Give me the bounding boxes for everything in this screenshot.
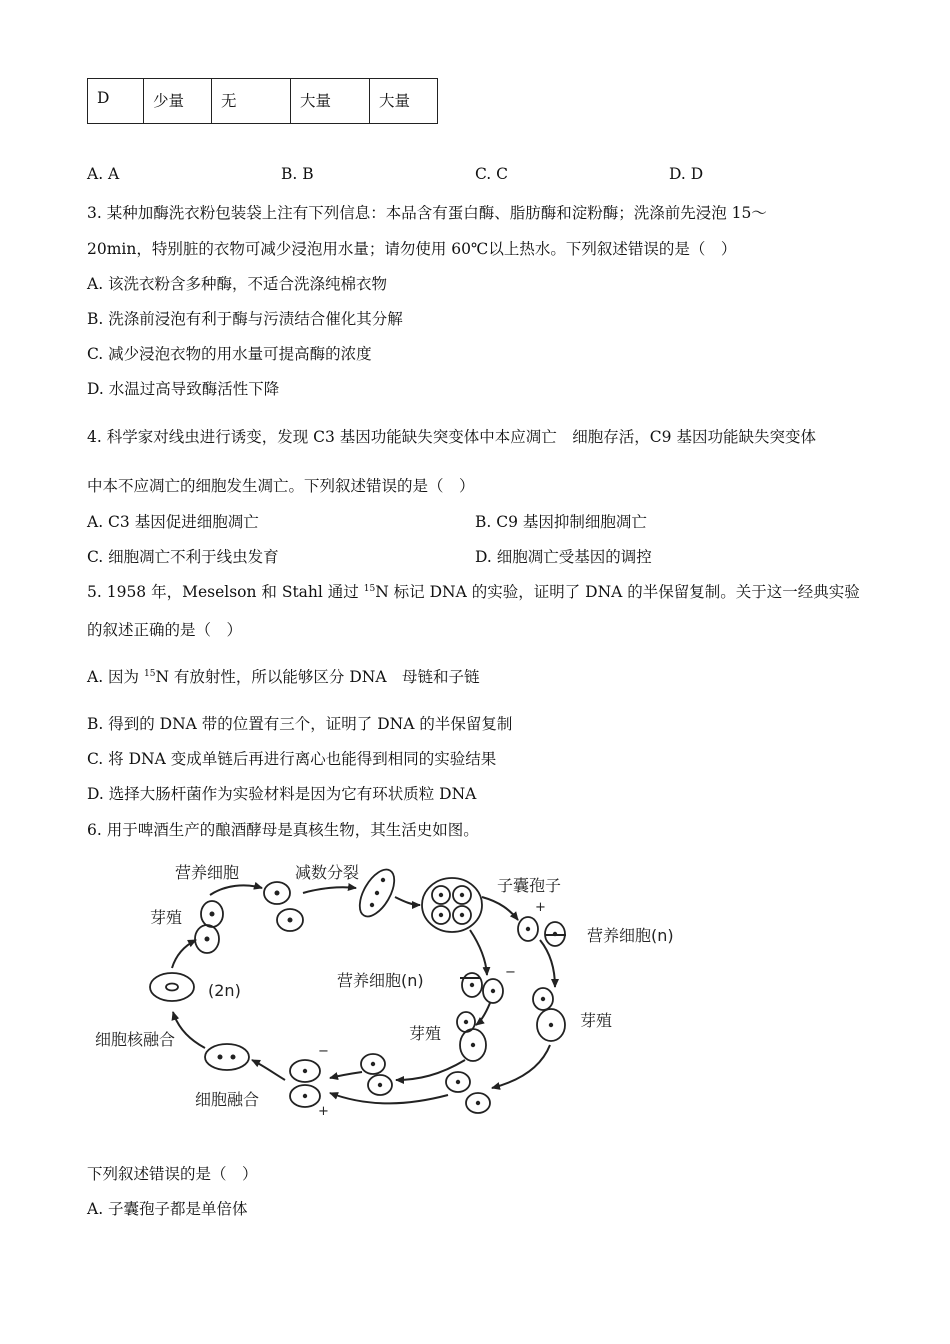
label-budding-center: 芽殖 — [409, 1024, 442, 1043]
table-cell: 大量 — [291, 79, 370, 124]
cell — [205, 1044, 249, 1070]
q4-option-d: D. 细胞凋亡受基因的调控 — [475, 548, 652, 566]
q4-stem-line1: 4. 科学家对线虫进行诱变，发现 C3 基因功能缺失突变体中本应凋亡 细胞存活，C9 基因功能缺失突变体 — [87, 428, 816, 446]
label-cell-fusion: 细胞融合 — [195, 1090, 260, 1109]
q3-option-b: B. 洗涤前浸泡有利于酶与污渍结合催化其分解 — [87, 310, 403, 328]
q5-stem-line2: 的叙述正确的是（ ） — [87, 621, 243, 639]
q2-option-c: C. C — [475, 165, 509, 183]
arrow — [395, 897, 420, 905]
arrow — [172, 940, 196, 968]
label-ascospore: 子囊孢子 — [497, 876, 562, 895]
q5-superscript: 15 — [143, 669, 156, 679]
table-cell: 少量 — [144, 79, 212, 124]
table-cell: D — [88, 79, 144, 124]
label-2n: (2n) — [208, 981, 241, 1000]
q5-stem-text: N 标记 DNA 的实验，证明了 DNA 的半保留复制。关于这一经典实验 — [375, 583, 860, 601]
label-minus-center: − — [505, 965, 516, 980]
arrow — [540, 940, 555, 987]
q3-option-a: A. 该洗衣粉含多种酶，不适合洗涤纯棉衣物 — [87, 275, 388, 293]
arrow — [470, 930, 487, 975]
arrow — [252, 1060, 285, 1080]
label-meiosis: 减数分裂 — [295, 863, 360, 882]
label-vegetative-cell-n-right: 营养细胞(n) — [587, 926, 674, 945]
q5-superscript: 15 — [363, 584, 376, 594]
q5-option-b: B. 得到的 DNA 带的位置有三个，证明了 DNA 的半保留复制 — [87, 715, 513, 733]
q3-option-d: D. 水温过高导致酶活性下降 — [87, 380, 280, 398]
q2-option-d: D. D — [669, 165, 704, 183]
q3-stem-line1: 3. 某种加酶洗衣粉包装袋上注有下列信息：本品含有蛋白酶、脂肪酶和淀粉酶；洗涤前先浸泡 15～ — [87, 204, 767, 222]
arrow — [482, 897, 518, 920]
arrow — [476, 1003, 490, 1025]
table-cell: 大量 — [370, 79, 438, 124]
arrow — [396, 1060, 465, 1080]
q4-option-a: A. C3 基因促进细胞凋亡 — [87, 513, 259, 531]
q5-option-d: D. 选择大肠杆菌作为实验材料是因为它有环状质粒 DNA — [87, 785, 477, 803]
q6-question: 下列叙述错误的是（ ） — [87, 1165, 258, 1183]
arrow — [210, 885, 262, 895]
q5-option-a-text: A. 因为 — [87, 668, 144, 686]
arrow — [303, 887, 356, 893]
q2-option-b: B. B — [281, 165, 314, 183]
label-vegetative-cell-n-center: 营养细胞(n) — [337, 971, 424, 990]
label-vegetative-cell: 营养细胞 — [175, 863, 240, 882]
q3-option-c: C. 减少浸泡衣物的用水量可提高酶的浓度 — [87, 345, 372, 363]
arrow — [330, 1072, 362, 1078]
label-plus-bottom: + — [318, 1104, 329, 1119]
q4-option-b: B. C9 基因抑制细胞凋亡 — [475, 513, 647, 531]
q5-stem-text: 5. 1958 年，Meselson 和 Stahl 通过 — [87, 583, 364, 601]
table-cell: 无 — [212, 79, 291, 124]
q2-option-a: A. A — [87, 165, 120, 183]
label-budding-left: 芽殖 — [150, 908, 183, 927]
label-plus-top: + — [535, 900, 546, 915]
label-minus-bottom: − — [318, 1044, 329, 1059]
q4-option-c: C. 细胞凋亡不利于线虫发育 — [87, 548, 279, 566]
q6-option-a: A. 子囊孢子都是单倍体 — [87, 1200, 248, 1218]
q6-stem: 6. 用于啤酒生产的酿酒酵母是真核生物，其生活史如图。 — [87, 821, 479, 839]
label-nuclear-fusion: 细胞核融合 — [95, 1030, 176, 1049]
label-budding-right: 芽殖 — [580, 1011, 613, 1030]
arrow — [173, 1012, 205, 1048]
q3-stem-line2: 20min，特别脏的衣物可减少浸泡用水量；请勿使用 60℃以上热水。下列叙述错误的是（ ） — [87, 240, 737, 258]
cell — [150, 973, 194, 1001]
q5-option-a-text: N 有放射性，所以能够区分 DNA 母链和子链 — [155, 668, 480, 686]
q5-option-c: C. 将 DNA 变成单链后再进行离心也能得到相同的实验结果 — [87, 750, 497, 768]
ascus — [422, 878, 482, 932]
arrow — [492, 1045, 550, 1088]
q4-stem-line2: 中本不应凋亡的细胞发生凋亡。下列叙述错误的是（ ） — [87, 477, 475, 495]
arrow — [330, 1093, 448, 1103]
